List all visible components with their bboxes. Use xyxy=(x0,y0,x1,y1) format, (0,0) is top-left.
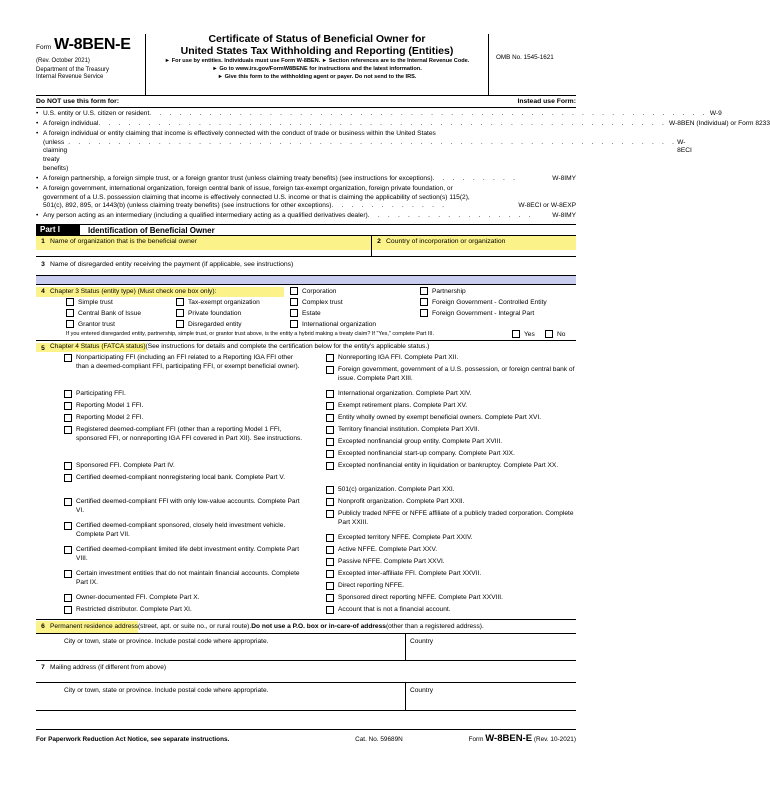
service-name: Internal Revenue Service xyxy=(36,73,104,80)
catalog-number: Cat. No. 59689N xyxy=(355,736,403,744)
foreign-government-controlled-entity-checkbox[interactable]: Foreign Government - Controlled Entity xyxy=(420,298,547,306)
international-organization-checkbox[interactable]: International organization xyxy=(290,320,376,328)
form-title-line1: Certificate of Status of Beneficial Owner for xyxy=(208,33,426,45)
residence-country-field[interactable]: Country xyxy=(410,638,434,646)
do-not-use-header xyxy=(36,96,576,108)
fatca-option-checkbox[interactable]: Excepted inter-affiliate FFI. Complete Part XXVII. xyxy=(326,570,576,579)
paperwork-notice: For Paperwork Reduction Act Notice, see separate instructions. xyxy=(36,736,230,744)
mailing-city-row xyxy=(36,683,576,711)
estate-checkbox[interactable]: Estate xyxy=(290,309,321,317)
omb-number: OMB No. 1545-1621 xyxy=(488,34,576,95)
list-item: • A foreign individual . . . . . . . . . . . . . . . . . . . . . . . . . . . . . . . . . . . . . . . . . . . . . . . . . . . . . . . . . W-8BEN (Individual) or Form 8233 xyxy=(36,119,770,127)
form-footer xyxy=(36,729,576,744)
disregarded-entity-field[interactable]: 3 Name of disregarded entity receiving the payment (if applicable, see instructions) xyxy=(36,257,576,276)
fatca-option-checkbox[interactable]: Territory financial institution. Complete Part XVII. xyxy=(326,426,576,435)
country-of-incorporation-field[interactable]: 2 Country of incorporation or organization xyxy=(372,236,576,256)
chapter4-status-label: Chapter 4 Status (FATCA status) xyxy=(50,343,146,351)
form-id-block xyxy=(36,34,146,95)
fatca-option-checkbox[interactable]: Certified deemed-compliant sponsored, closely held investment vehicle. Complete Part VII. xyxy=(64,522,304,540)
partnership-checkbox[interactable]: Partnership xyxy=(420,287,466,295)
fatca-option-checkbox[interactable]: Active NFFE. Complete Part XXV. xyxy=(326,546,576,555)
fatca-option-checkbox[interactable]: Foreign government, government of a U.S. possession, or foreign central bank of issue. Complete Part XIII. xyxy=(326,366,576,384)
instruction-line2: ► Go to www.irs.gov/FormW8BENE for instructions and the latest information. xyxy=(212,66,422,73)
residence-city-field[interactable]: City or town, state or province. Include postal code where appropriate. xyxy=(36,634,406,660)
part1-header xyxy=(36,224,576,236)
fatca-option-checkbox[interactable]: Nonprofit organization. Complete Part XXII. xyxy=(326,498,576,507)
disregarded-entity-checkbox[interactable]: Disregarded entity xyxy=(176,320,242,328)
mailing-address-field[interactable]: 7 Mailing address (if different from above) xyxy=(36,661,576,683)
complex-trust-checkbox[interactable]: Complex trust xyxy=(290,298,343,306)
hybrid-no-checkbox[interactable]: No xyxy=(545,330,565,338)
fatca-option-checkbox[interactable]: Reporting Model 2 FFI. xyxy=(64,414,304,423)
chapter3-status-section: 4 Chapter 3 Status (entity type) (Must check one box only): Corporation Partnership Simple trust Tax-exempt organization Complex trust Foreign Government - Controlled Entity Central Bank of Issue Private foundation Estate Foreign Government - Integral Part Grantor trust Disregarded entity International organization If you entered disregarded entity, partnership, simple trust, or grantor trust above, is the entity a hybrid making a treaty claim? If "Yes," complete Part III. Yes No xyxy=(36,285,576,341)
form-word: Form xyxy=(36,44,52,51)
fatca-option-checkbox[interactable]: Nonreporting IGA FFI. Complete Part XII. xyxy=(326,354,576,363)
fatca-option-checkbox[interactable]: Passive NFFE. Complete Part XXVI. xyxy=(326,558,576,567)
organization-name-label: Name of organization that is the beneficial owner xyxy=(50,238,197,246)
disregarded-entity-label: Name of disregarded entity receiving the payment (if applicable, see instructions) xyxy=(50,261,294,269)
separator-band xyxy=(36,276,576,285)
do-not-use-label: Do NOT use this form for: xyxy=(36,98,120,105)
simple-trust-checkbox[interactable]: Simple trust xyxy=(66,298,113,306)
fatca-option-checkbox[interactable]: Owner-documented FFI. Complete Part X. xyxy=(64,594,304,603)
instruction-line3: ► Give this form to the withholding agent or payer. Do not send to the IRS. xyxy=(217,74,417,81)
mailing-country-field[interactable]: Country xyxy=(410,687,434,695)
mailing-city-field[interactable]: City or town, state or province. Include postal code where appropriate. xyxy=(36,683,406,710)
fatca-option-checkbox[interactable]: Registered deemed-compliant FFI (other than a reporting Model 1 FFI, sponsored FFI, or nonreporting IGA FFI covered in Part XII). See instructions. xyxy=(64,426,304,444)
fatca-option-checkbox[interactable]: Entity wholly owned by exempt beneficial owners. Complete Part XVI. xyxy=(326,414,576,423)
fatca-option-checkbox[interactable]: Account that is not a financial account. xyxy=(326,606,576,615)
hybrid-yes-checkbox[interactable]: Yes xyxy=(512,330,535,338)
fatca-option-checkbox[interactable]: Excepted territory NFFE. Complete Part XXIV. xyxy=(326,534,576,543)
instruction-line1: ► For use by entities. Individuals must use Form W-8BEN. ► Section references are to the Internal Revenue Code. xyxy=(164,58,470,65)
do-not-use-list xyxy=(36,109,770,222)
fatca-option-checkbox[interactable]: Certain investment entities that do not maintain financial accounts. Complete Part IX. xyxy=(64,570,304,588)
residence-city-row xyxy=(36,634,576,661)
fatca-option-checkbox[interactable]: Sponsored direct reporting NFFE. Complete Part XXVIII. xyxy=(326,594,576,603)
chapter4-status-header: 5 Chapter 4 Status (FATCA status) (See instructions for details and complete the certification below for the entity's applicable status.) xyxy=(36,343,429,352)
fatca-option-checkbox[interactable]: Excepted nonfinancial group entity. Complete Part XVIII. xyxy=(326,438,576,447)
private-foundation-checkbox[interactable]: Private foundation xyxy=(176,309,241,317)
organization-name-field[interactable]: 1 Name of organization that is the beneficial owner xyxy=(36,236,372,256)
fatca-option-checkbox[interactable]: Participating FFI. xyxy=(64,390,304,399)
fatca-option-checkbox[interactable]: Nonparticipating FFI (including an FFI related to a Reporting IGA FFI other than a deemed-compliant FFI, participating FFI, or exempt beneficial owner). xyxy=(64,354,304,372)
line1-2-row xyxy=(36,236,576,257)
country-of-incorporation-label: Country of incorporation or organization xyxy=(386,238,506,246)
central-bank-of-issue-checkbox[interactable]: Central Bank of Issue xyxy=(66,309,141,317)
fatca-option-checkbox[interactable]: Sponsored FFI. Complete Part IV. xyxy=(64,462,304,471)
corporation-checkbox[interactable]: Corporation xyxy=(290,287,336,295)
address-section xyxy=(36,620,576,711)
fatca-option-checkbox[interactable]: Direct reporting NFFE. xyxy=(326,582,576,591)
form-number: W-8BEN-E xyxy=(54,36,131,53)
chapter4-status-section xyxy=(36,341,576,620)
fatca-option-checkbox[interactable]: Excepted nonfinancial start-up company. Complete Part XIX. xyxy=(326,450,576,459)
fatca-option-checkbox[interactable]: Exempt retirement plans. Complete Part XV. xyxy=(326,402,576,411)
permanent-residence-label: Permanent residence address xyxy=(50,623,138,631)
hybrid-treaty-question: If you entered disregarded entity, partnership, simple trust, or grantor trust above, is the entity a hybrid making a treaty claim? If "Yes," complete Part III. xyxy=(66,331,434,338)
list-item: • U.S. entity or U.S. citizen or resident . . . . . . . . . . . . . . . . . . . . . . . . . . . . . . . . . . . . . . . . . . . . . . . . . . . . . . . . W-9 xyxy=(36,109,722,117)
fatca-option-checkbox[interactable]: Restricted distributor. Complete Part XI. xyxy=(64,606,304,615)
form-header xyxy=(36,34,576,96)
part1-title: Identification of Beneficial Owner xyxy=(88,225,215,235)
chapter3-status-label: Chapter 3 Status (entity type) (Must check one box only): xyxy=(50,288,217,296)
fatca-option-checkbox[interactable]: Excepted nonfinancial entity in liquidation or bankruptcy. Complete Part XX. xyxy=(326,462,576,471)
form-title-block xyxy=(146,34,488,95)
fatca-option-checkbox[interactable]: Reporting Model 1 FFI. xyxy=(64,402,304,411)
fatca-option-checkbox[interactable]: 501(c) organization. Complete Part XXI. xyxy=(326,486,576,495)
list-item: • A foreign government, international organization, foreign central bank of issue, foreign tax-exempt organization, foreign private foundation, or government of a U.S. possession claiming that income is effectively connected U.S. income or that is claiming the applicability of section(s) 115(2), 501(c), 892, 895, or 1443(b) (unless claiming treaty benefits) (see instructions for other exceptions) . . . . . . . . . . . . W-8ECI or W-8EXP xyxy=(36,184,576,210)
grantor-trust-checkbox[interactable]: Grantor trust xyxy=(66,320,115,328)
list-item: • A foreign individual or entity claiming that income is effectively connected with the conduct of trade or business within the United States (unless claiming treaty benefits) . . . . . . . . . . . . . . . . . . . . . . . . . . . . . . . . . . . . . . . . . . . . . . . . . . . . . . . . . . . . . W-8ECI xyxy=(36,130,692,172)
tax-exempt-organization-checkbox[interactable]: Tax-exempt organization xyxy=(176,298,260,306)
list-item: • Any person acting as an intermediary (including a qualified intermediary acting as a qualified derivatives dealer) . . . . . . . . . . . . . . . . . W-8IMY xyxy=(36,212,576,220)
fatca-option-checkbox[interactable]: International organization. Complete Part XIV. xyxy=(326,390,576,399)
form-page xyxy=(36,33,770,745)
form-revision: (Rev. October 2021) xyxy=(36,58,90,64)
fatca-option-checkbox[interactable]: Certified deemed-compliant nonregistering local bank. Complete Part V. xyxy=(64,474,304,483)
fatca-option-checkbox[interactable]: Publicly traded NFFE or NFFE affiliate of a publicly traded corporation. Complete Part XXIII. xyxy=(326,510,576,528)
fatca-option-checkbox[interactable]: Certified deemed-compliant FFI with only low-value accounts. Complete Part VI. xyxy=(64,498,304,516)
mailing-address-label: Mailing address (if different from above) xyxy=(50,664,167,672)
instead-use-label: Instead use Form: xyxy=(517,98,576,105)
footer-form-id: Form W-8BEN-E (Rev. 10-2021) xyxy=(468,733,576,745)
department-name: Department of the Treasury xyxy=(36,67,110,73)
part1-tag: Part I xyxy=(36,224,80,236)
permanent-residence-address-field[interactable]: 6 Permanent residence address (street, apt. or suite no., or rural route). Do not use a P.O. box or in-care-of address (other than a registered address). xyxy=(36,620,576,634)
fatca-option-checkbox[interactable]: Certified deemed-compliant limited life debt investment entity. Complete Part VIII. xyxy=(64,546,304,564)
list-item: • A foreign partnership, a foreign simple trust, or a foreign grantor trust (unless claiming treaty benefits) (see instructions for exceptions) . . . . . . . . . W-8IMY xyxy=(36,174,576,182)
form-title-line2: United States Tax Withholding and Reporting (Entities) xyxy=(180,44,454,57)
foreign-government-integral-part-checkbox[interactable]: Foreign Government - Integral Part xyxy=(420,309,534,317)
